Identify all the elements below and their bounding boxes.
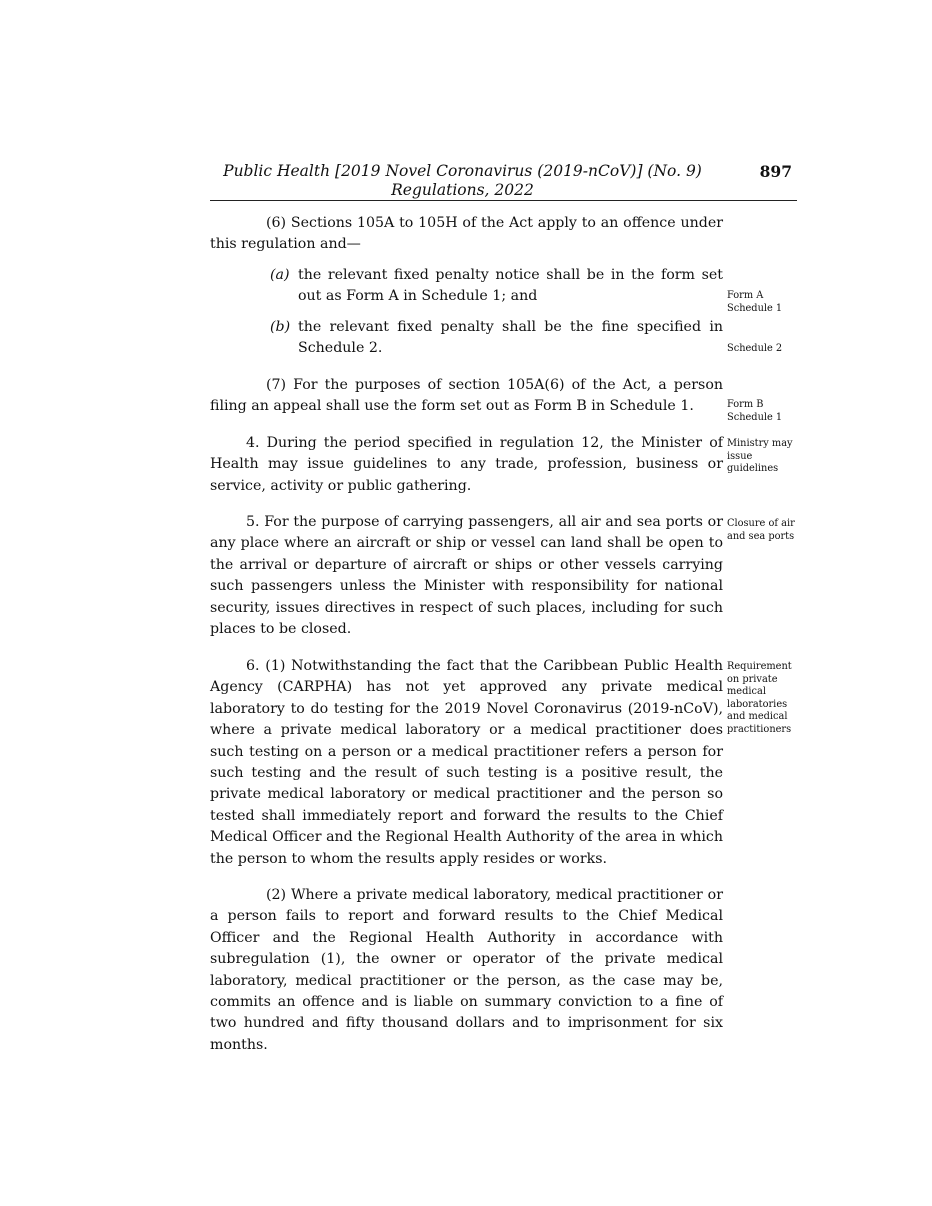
reg3-item-b (270, 317, 723, 359)
reg3-para7: (7) For the purposes of section 105A(6) of the Act, a person filing an appeal shall use the form set out as Form B in Schedule 1. (210, 377, 723, 415)
item-a-label: (a) (270, 267, 290, 283)
reg3-para6: (6) Sections 105A to 105H of the Act apply to an offence under this regulation and— (210, 215, 723, 253)
header-title-line2: Regulations, 2022 (391, 181, 534, 199)
reg6-para1: 6. (1) Notwithstanding the fact that the Caribbean Public Health Agency (CARPHA) has not yet approved any private medical laboratory to do testing for the 2019 Novel Coronavirus (2019-nCoV), where a private medical laboratory or a medical practitioner does such testing on a person or a medical practitioner refers a person for such testing and the result of such testing is a positive result, the private medical laboratory or medical practitioner and the person so tested shall immediately report and forward the results to the Chief Medical Officer and the Regional Health Authority of the area in which the person to whom the results apply resides or works. (210, 658, 723, 867)
reg4-text: 4. During the period specified in regulation 12, the Minister of Health may issue guidelines to any trade, profession, business or service, activity or public gathering. (210, 435, 723, 494)
item-b-text: the relevant fixed penalty shall be the fine specified in Schedule 2. (298, 319, 723, 356)
margin-note-ministry: Ministry may issue guidelines (727, 438, 793, 474)
reg5-text: 5. For the purpose of carrying passengers, all air and sea ports or any place where an aircraft or ship or vessel can land shall be open to the arrival or departure of aircraft or ships or other vessels carrying such passengers unless the Minister with responsibility for national security, issues directives in respect of such places, including for such places to be closed. (210, 514, 723, 638)
item-a-text: the relevant fixed penalty notice shall be in the form set out as Form A in Schedule 1; and (298, 267, 723, 304)
header-title (210, 162, 715, 200)
reg6-para2: (2) Where a private medical laboratory, medical practitioner or a person fails to report and forward results to the Chief Medical Officer and the Regional Health Authority in accordance with subregulation (1), the owner or operator of the private medical laboratory, medical practitioner or the person, as the case may be, commits an offence and is liable on summary conviction to a fine of two hundred and fifty thousand dollars and to imprisonment for six months. (210, 887, 723, 1053)
item-b-label: (b) (270, 319, 291, 335)
margin-note-schedule-2: Schedule 2 (727, 343, 783, 354)
margin-note-requirement: Requirement on private medical laboratories and medical practitioners (727, 661, 792, 735)
margin-note-closure: Closure of air and sea ports (727, 518, 795, 542)
margin-note-form-b: Form B Schedule 1 (727, 399, 783, 423)
reg3-item-a (270, 265, 723, 307)
header-title-line1: Public Health [2019 Novel Coronavirus (2019-nCoV)] (No. 9) (223, 162, 702, 180)
page-header (210, 162, 797, 201)
page-number: 897 (759, 162, 792, 181)
margin-note-form-a: Form A Schedule 1 (727, 290, 783, 314)
